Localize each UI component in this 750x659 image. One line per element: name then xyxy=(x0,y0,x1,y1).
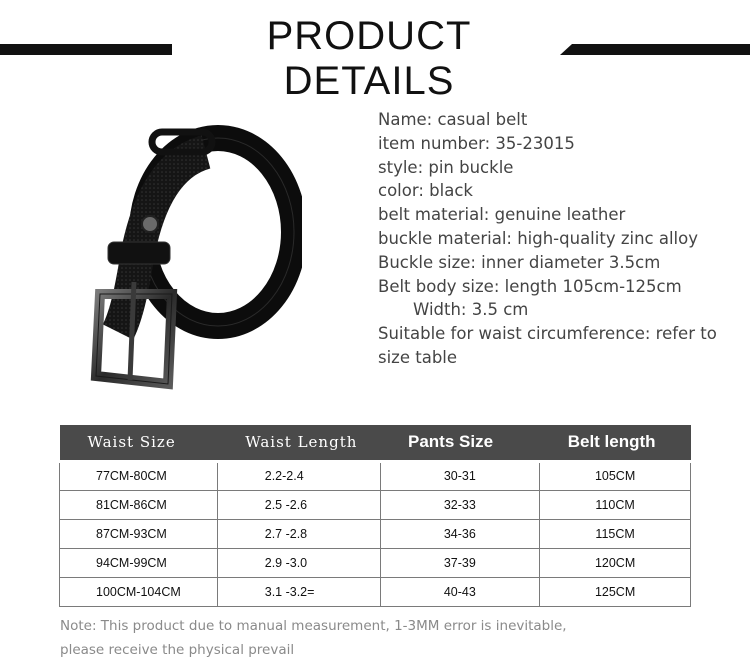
cell-belt-length: 125CM xyxy=(540,577,691,606)
cell-waist-length: 2.2-2.4 xyxy=(217,461,380,490)
cell-belt-length: 120CM xyxy=(540,548,691,577)
table-row xyxy=(60,461,691,490)
info-suitable-waist: Suitable for waist circumference: refer to xyxy=(378,324,717,344)
info-belt-material: belt material: genuine leather xyxy=(378,205,626,225)
info-item-number: item number: 35-23015 xyxy=(378,133,575,153)
cell-belt-length: 110CM xyxy=(540,490,691,519)
size-table xyxy=(59,425,691,607)
cell-waist-size: 81CM-86CM xyxy=(60,490,218,519)
note-line-2: please receive the physical prevail xyxy=(60,642,295,658)
header-bar-right xyxy=(572,44,750,55)
col-header-waist-size: Waist Size xyxy=(60,425,218,461)
header-bar-left xyxy=(0,44,172,55)
table-row xyxy=(60,490,691,519)
info-width: Width: 3.5 cm xyxy=(413,300,529,320)
table-row xyxy=(60,548,691,577)
info-style: style: pin buckle xyxy=(378,157,514,177)
cell-waist-size: 94CM-99CM xyxy=(60,548,218,577)
cell-pants-size: 30-31 xyxy=(380,461,540,490)
product-info xyxy=(378,108,750,370)
info-belt-body-size: Belt body size: length 105cm-125cm xyxy=(378,276,682,296)
product-image-belt xyxy=(88,122,302,402)
header-bar-left-tip xyxy=(160,44,172,55)
note-line-1: Note: This product due to manual measurement, 1-3MM error is inevitable, xyxy=(60,618,567,634)
cell-waist-size: 100CM-104CM xyxy=(60,577,218,606)
table-header-row xyxy=(60,425,691,461)
cell-waist-length: 2.5 -2.6 xyxy=(217,490,380,519)
col-header-belt-length: Belt length xyxy=(540,425,691,461)
cell-belt-length: 105CM xyxy=(540,461,691,490)
cell-waist-size: 87CM-93CM xyxy=(60,519,218,548)
page-header xyxy=(0,0,750,103)
cell-belt-length: 115CM xyxy=(540,519,691,548)
cell-waist-size: 77CM-80CM xyxy=(60,461,218,490)
info-name: Name: casual belt xyxy=(378,110,528,129)
header-bar-right-tip xyxy=(560,44,572,55)
table-row xyxy=(60,577,691,606)
col-header-pants-size: Pants Size xyxy=(380,425,540,461)
table-row xyxy=(60,519,691,548)
measurement-note xyxy=(60,614,750,659)
cell-pants-size: 40-43 xyxy=(380,577,540,606)
cell-pants-size: 32-33 xyxy=(380,490,540,519)
page-title: PRODUCT DETAILS xyxy=(266,14,472,103)
info-buckle-size: Buckle size: inner diameter 3.5cm xyxy=(378,252,661,272)
col-header-waist-length: Waist Length xyxy=(217,425,380,461)
cell-pants-size: 37-39 xyxy=(380,548,540,577)
info-color: color: black xyxy=(378,181,473,201)
cell-waist-length: 3.1 -3.2= xyxy=(217,577,380,606)
cell-pants-size: 34-36 xyxy=(380,519,540,548)
cell-waist-length: 2.9 -3.0 xyxy=(217,548,380,577)
info-suitable-waist-cont: size table xyxy=(378,347,458,367)
cell-waist-length: 2.7 -2.8 xyxy=(217,519,380,548)
info-buckle-material: buckle material: high-quality zinc alloy xyxy=(378,228,698,248)
